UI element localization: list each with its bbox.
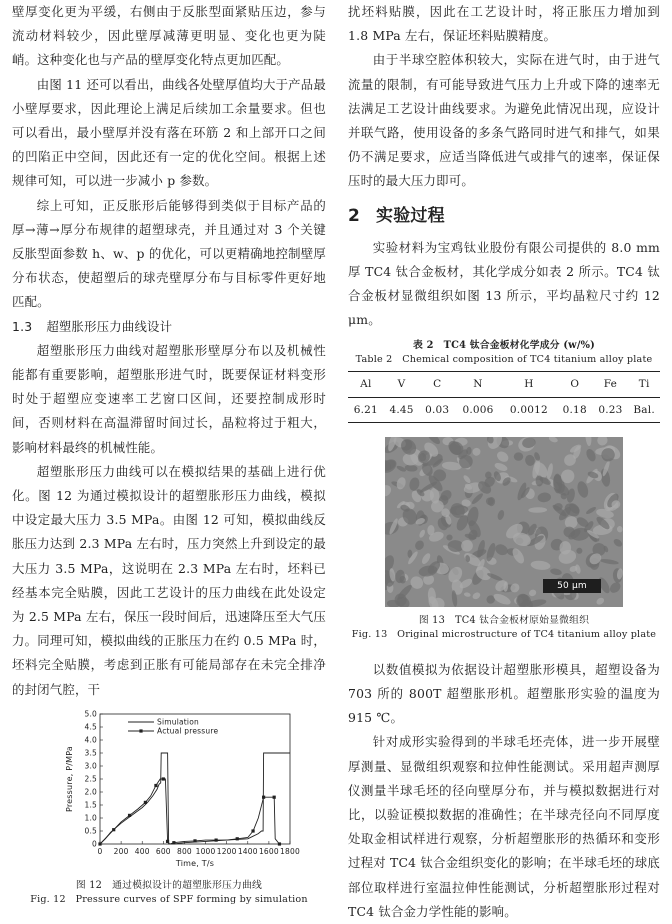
left-para-4: 超塑胀形压力曲线对超塑胀形壁厚分布以及机械性能都有重要影响，超塑胀形进气时，既要保证材料变形时处于超塑应变速率工艺窗口区间，还要控制成形时间，否则材料在高温滞留时间过长，晶粒将过于粗大，影响材料最终的机械性能。 xyxy=(12,342,326,455)
series-actual-point xyxy=(144,801,147,804)
table2-cell: Bal. xyxy=(633,403,655,416)
x-tick-label: 800 xyxy=(176,846,192,856)
series-actual-point xyxy=(112,828,115,831)
series-actual-line xyxy=(100,779,279,844)
left-column xyxy=(12,0,326,907)
table2-cell: 6.21 xyxy=(353,403,378,416)
fig12-chart xyxy=(60,708,300,874)
x-tick-label: 1200 xyxy=(216,846,237,856)
x-tick-label: 0 xyxy=(97,846,103,856)
subsection-number: 1.3 xyxy=(12,318,33,334)
left-para-3: 综上可知，正反胀形后能够得到类似于目标产品的厚→薄→厚分布规律的超塑球壳，并且通过对 3 个关键反胀型面参数 h、w、p 的优化，可以更精确地控制壁厚分布状态，使超塑后的球壳壁厚分布与目标零件更好地匹配。 xyxy=(12,197,326,310)
series-actual-point xyxy=(215,838,218,841)
x-axis-label: Time, T/s xyxy=(175,858,215,868)
series-actual-point xyxy=(251,829,254,832)
section-number: 2 xyxy=(348,205,361,226)
right-para-1: 扰坯料贴膜，因此在工艺设计时，将正胀压力增加到 1.8 MPa 左右，保证坯料贴膜精度。 xyxy=(348,4,660,44)
right-para-2: 由于半球空腔体积较大，实际在进气时，由于进气流量的限制，有可能导致进气压力上升或下降的速率无法满足工艺设计曲线要求。为避免此情况出现，应设计并联气路，使用设备的多条气路同时进气和排气，如果仍不满足要求，应适当降低进气或排气的速率，保证保压时的最大压力即可。 xyxy=(348,52,660,189)
legend-label-simulation: Simulation xyxy=(157,717,199,727)
series-actual-point xyxy=(154,784,157,787)
fig12-caption-en: Fig. 12 Pressure curves of SPF forming by simulation xyxy=(30,893,308,905)
series-actual-point xyxy=(273,795,276,798)
x-tick-label: 600 xyxy=(155,846,171,856)
scale-bar xyxy=(543,579,601,593)
legend-label-actual: Actual pressure xyxy=(157,726,219,736)
y-tick-label: 2.5 xyxy=(84,774,97,784)
table2-header: Fe xyxy=(603,378,618,391)
y-tick-label: 4.5 xyxy=(84,722,97,732)
fig13-caption-en: Fig. 13 Original microstructure of TC4 titanium alloy plate xyxy=(351,628,657,640)
y-tick-label: 0.5 xyxy=(84,826,97,836)
fig13-micrograph xyxy=(385,437,623,607)
legend-marker-actual xyxy=(139,729,142,732)
y-tick-label: 3.5 xyxy=(84,748,97,758)
table2-header: V xyxy=(397,378,406,391)
x-tick-label: 1000 xyxy=(195,846,216,856)
table2-header-row xyxy=(348,372,660,397)
series-actual-point xyxy=(262,795,265,798)
table2-cell: 0.23 xyxy=(598,403,623,416)
series-actual-point xyxy=(193,839,196,842)
series-actual-point xyxy=(162,777,165,780)
table2-cell: 0.18 xyxy=(562,403,587,416)
series-actual-point xyxy=(236,837,239,840)
y-tick-label: 2.0 xyxy=(84,787,97,797)
x-tick-label: 1400 xyxy=(237,846,258,856)
y-axis-label: Pressure, P/MPa xyxy=(65,745,74,812)
scale-bar-label: 50 μm xyxy=(557,580,587,591)
subsection-title: 超塑胀形压力曲线设计 xyxy=(46,318,173,334)
table2-caption-cn: 表 2 TC4 钛合金板材化学成分 (w/%) xyxy=(413,340,595,352)
y-tick-label: 5.0 xyxy=(84,709,97,719)
x-tick-label: 1600 xyxy=(258,846,279,856)
section-title: 实验过程 xyxy=(376,205,445,226)
x-tick-label: 1800 xyxy=(280,846,300,856)
section-heading xyxy=(348,204,660,228)
table2-cell: 4.45 xyxy=(389,403,414,416)
subsection-heading xyxy=(12,315,326,339)
right-para-4: 以数值模拟为依据设计超塑胀形模具，超塑设备为 703 所的 800T 超塑胀形机。超塑胀形实验的温度为 915 ℃。 xyxy=(348,661,660,726)
series-actual-point xyxy=(98,842,101,845)
table2-caption-en: Table 2 Chemical composition of TC4 titanium alloy plate xyxy=(355,354,653,366)
fig13-caption-cn: 图 13 TC4 钛合金板材原始显微组织 xyxy=(418,614,590,626)
y-tick-label: 1.5 xyxy=(84,800,97,810)
table2-header: O xyxy=(570,378,580,391)
table2-header: Ti xyxy=(638,378,650,391)
x-tick-label: 400 xyxy=(134,846,150,856)
table2-header: Al xyxy=(360,378,372,391)
y-tick-label: 0 xyxy=(92,839,97,849)
y-tick-label: 1.0 xyxy=(84,813,97,823)
right-para-3: 实验材料为宝鸡钛业股份有限公司提供的 8.0 mm 厚 TC4 钛合金板材，其化学成分如表 2 所示。TC4 钛合金板材显微组织如图 13 所示，平均晶粒尺寸约 12 μm。 xyxy=(348,239,660,328)
table2-header: C xyxy=(433,378,442,391)
fig12-caption-cn: 图 12 通过模拟设计的超塑胀形压力曲线 xyxy=(75,879,263,891)
series-actual-point xyxy=(278,842,281,845)
table2-cell: 0.006 xyxy=(462,403,494,416)
left-para-2: 由图 11 还可以看出，曲线各处壁厚值均大于产品最小壁厚要求，因此理论上满足后续加工余量要求。但也可以看出，最小壁厚并没有落在环筋 2 和上部开口之间的凹陷正中空间，因此还有一定的优化空间。根据上述规律可知，可以进一步减小 p 参数。 xyxy=(12,76,326,189)
series-actual-point xyxy=(166,840,169,843)
y-tick-label: 4.0 xyxy=(84,735,97,745)
series-actual-point xyxy=(172,841,175,844)
y-tick-label: 3.0 xyxy=(84,761,97,771)
table2 xyxy=(348,371,660,422)
table2-header: H xyxy=(524,378,534,391)
table2-row xyxy=(348,397,660,422)
right-column xyxy=(348,0,660,924)
right-para-5: 针对成形实验得到的半球毛坯壳体，进一步开展壁厚测量、显微组织观察和拉伸性能测试。采用超声测厚仪测量半球毛坯的径向壁厚分布，并与模拟数据进行对比，以验证模拟数据的准确性；在半球壳径向不同厚度处取金相试样进行观察，分析超塑胀形的热循环和变形过程对 TC4 钛合金组织变化的影响；在半球毛坯的球底部位取样进行室温拉伸性能测试，分析超塑胀形过程对 TC4 钛合金力学性能的影响。 xyxy=(348,734,660,919)
left-para-5: 超塑胀形压力曲线可以在模拟结果的基础上进行优化。图 12 为通过模拟设计的超塑胀形压力曲线，模拟中设定最大压力 3.5 MPa。由图 12 可知，模拟曲线反胀压力达到 2.3 MPa 左右时，压力突然上升到设定的最大压力 3.5 MPa，这说明在 2.3 MPa 左右时，坯料已经基本完全贴膜，因此工艺设计的压力曲线在此处设定为 2.5 MPa 左右，保压一段时间后，迅速降压至大气压力。同理可知，模拟曲线的正胀压力在约 0.5 MPa 时，坯料完全贴膜，考虑到正胀有可能局部存在未完全排净的封闭气腔，干 xyxy=(12,463,326,697)
x-tick-label: 200 xyxy=(113,846,129,856)
series-simulation-line xyxy=(100,753,290,844)
left-para-1: 壁厚变化更为平缓，右侧由于反胀型面紧贴压边，参与流动材料较少，因此壁厚减薄更明显、变化也更为陡峭。这种变化也与产品的壁厚变化特点更加匹配。 xyxy=(12,4,326,68)
table2-cell: 0.0012 xyxy=(509,403,548,416)
fig12-svg xyxy=(60,708,300,874)
table2-cell: 0.03 xyxy=(425,403,450,416)
series-actual-point xyxy=(128,814,131,817)
table2-header: N xyxy=(473,378,483,391)
